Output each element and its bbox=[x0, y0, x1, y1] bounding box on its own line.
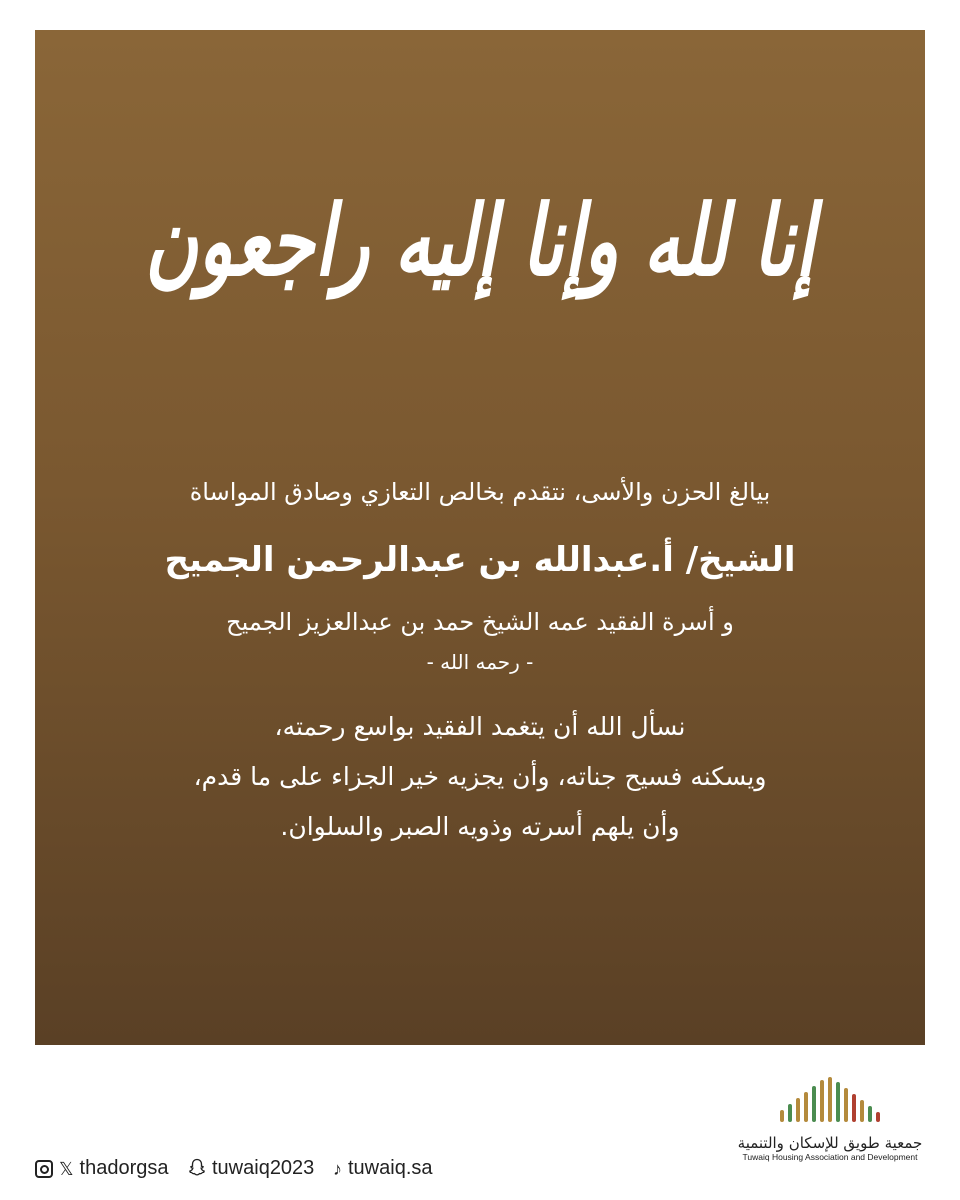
tiktok-handle: tuwaiq.sa bbox=[348, 1157, 433, 1179]
footer bbox=[0, 1045, 960, 1200]
prayer-line-2: ويسكنه فسيح جناته، وأن يجزيه خير الجزاء على ما قدم، bbox=[193, 762, 767, 791]
rahimahu-text: - رحمه الله - bbox=[426, 650, 534, 674]
prayer-text bbox=[35, 702, 925, 852]
tiktok-social[interactable] bbox=[333, 1157, 433, 1180]
logo-english-name: Tuwaiq Housing Association and Development bbox=[742, 1152, 918, 1162]
intro-text: بيالغ الحزن والأسى، نتقدم بخالص التعازي وصادق المواساة bbox=[189, 478, 771, 506]
logo-arabic-name: جمعية طويق للإسكان والتنمية bbox=[737, 1134, 923, 1152]
condolence-card bbox=[35, 30, 925, 1045]
logo-mark bbox=[735, 1077, 925, 1122]
x-social[interactable] bbox=[35, 1157, 168, 1180]
tiktok-icon: ♪ bbox=[333, 1158, 342, 1179]
calligraphy-title: إنا لله وإنا إليه راجعون bbox=[145, 182, 815, 298]
prayer-line-3: وأن يلهم أسرته وذويه الصبر والسلوان. bbox=[280, 812, 680, 841]
deceased-name: الشيخ/ أ.عبدالله بن عبدالرحمن الجميح bbox=[164, 540, 796, 580]
snapchat-handle: tuwaiq2023 bbox=[212, 1157, 315, 1179]
snapchat-social[interactable] bbox=[188, 1157, 314, 1180]
tuwaiq-logo bbox=[735, 1077, 925, 1172]
snapchat-icon bbox=[188, 1158, 206, 1179]
x-handle: thadorgsa bbox=[79, 1157, 169, 1179]
instagram-icon bbox=[35, 1160, 53, 1178]
family-text: و أسرة الفقيد عمه الشيخ حمد بن عبدالعزيز الجميح bbox=[226, 608, 734, 636]
x-icon: 𝕏 bbox=[59, 1158, 74, 1179]
prayer-line-1: نسأل الله أن يتغمد الفقيد بواسع رحمته، bbox=[274, 712, 686, 741]
